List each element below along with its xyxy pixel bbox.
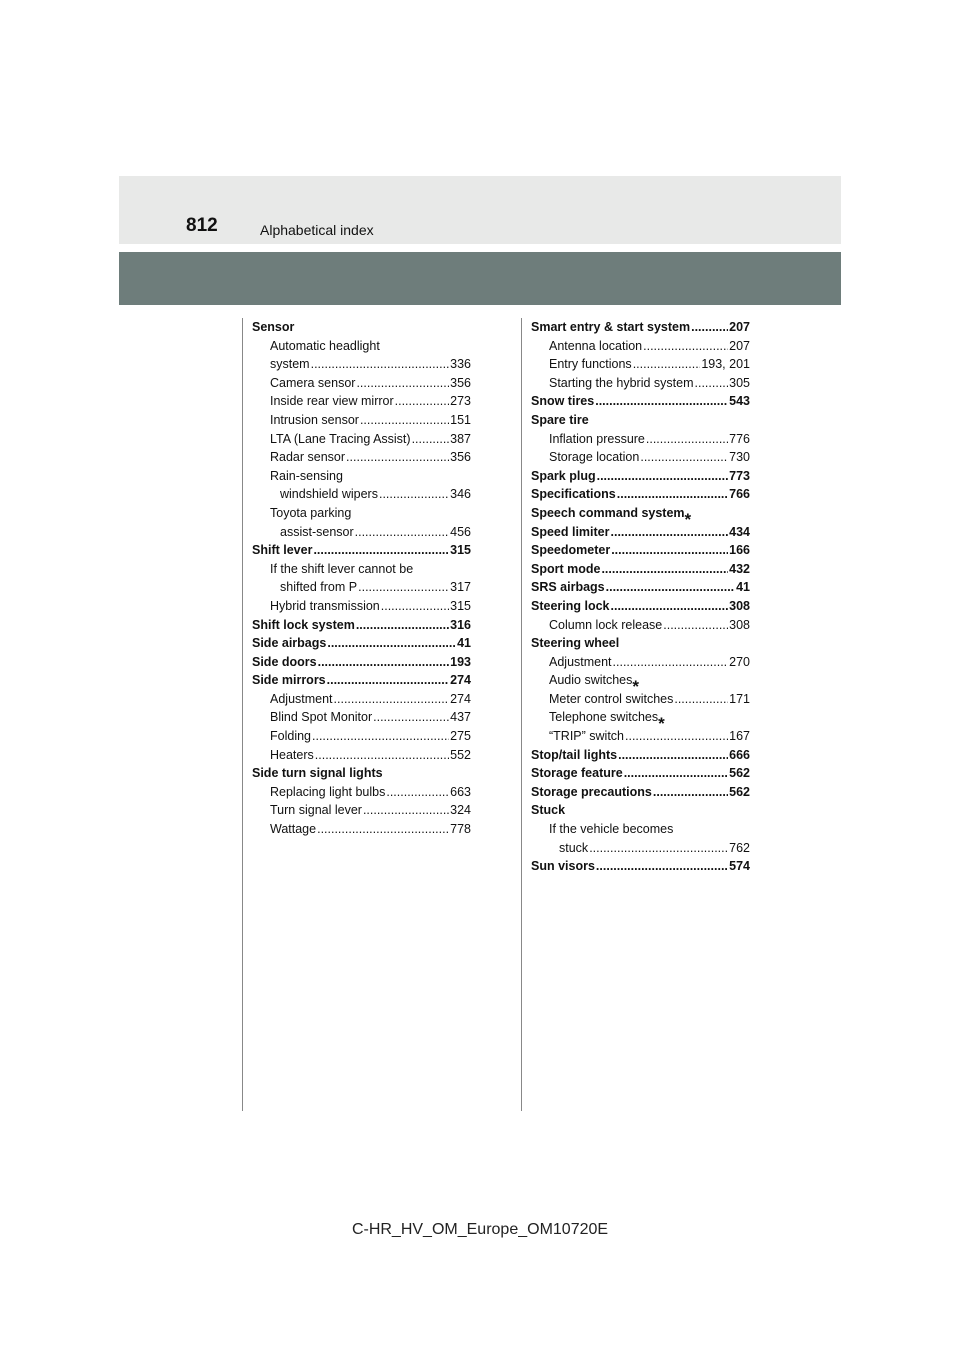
- entry-term: Camera sensor: [270, 375, 356, 390]
- index-entry: [252, 820, 471, 839]
- dot-leader: [358, 578, 449, 597]
- entry-term: Storage feature: [531, 766, 623, 781]
- entry-term: Shift lever: [252, 543, 313, 558]
- entry-term: Shift lock system: [252, 617, 355, 632]
- page-ref[interactable]: 324: [450, 803, 471, 818]
- entry-term: windshield wipers: [280, 487, 378, 502]
- page-ref[interactable]: 387: [450, 431, 471, 446]
- dot-leader: [386, 783, 449, 802]
- page-ref[interactable]: 308: [729, 598, 750, 613]
- dot-leader: [618, 746, 728, 765]
- index-entry: [531, 653, 750, 672]
- page-ref[interactable]: 41: [736, 580, 750, 595]
- index-entry: [252, 597, 471, 616]
- page-ref[interactable]: 778: [450, 822, 471, 837]
- entry-term: Telephone switches: [549, 710, 659, 725]
- page-ref[interactable]: 207: [729, 338, 750, 353]
- index-entry: [252, 578, 471, 597]
- entry-term: Spark plug: [531, 468, 596, 483]
- page-ref[interactable]: 305: [729, 375, 750, 390]
- entry-term: Adjustment: [549, 654, 612, 669]
- index-entry: [252, 430, 471, 449]
- entry-term: Speedometer: [531, 543, 611, 558]
- entry-term: Speech command system: [531, 505, 685, 520]
- page-ref[interactable]: 766: [729, 487, 750, 502]
- index-entry: [252, 355, 471, 374]
- entry-term: Inside rear view mirror: [270, 394, 394, 409]
- index-entry: Audio switches *: [549, 673, 639, 696]
- index-entry: [531, 523, 750, 542]
- index-entry: [531, 801, 750, 820]
- entry-term: Heaters: [270, 747, 314, 762]
- entry-term: Side doors: [252, 654, 317, 669]
- page-ref[interactable]: 336: [450, 357, 471, 372]
- entry-term: Adjustment: [270, 691, 333, 706]
- index-entry: [531, 392, 750, 411]
- page-ref[interactable]: 193: [450, 654, 471, 669]
- header-bar: [119, 252, 841, 305]
- dot-leader: [356, 616, 449, 635]
- index-entry: [531, 839, 750, 858]
- index-entry: [531, 448, 750, 467]
- entry-term: Antenna location: [549, 338, 643, 353]
- index-entry: [531, 430, 750, 449]
- page-ref[interactable]: 773: [729, 468, 750, 483]
- dot-leader: [315, 746, 449, 765]
- index-entry: [531, 318, 750, 337]
- dot-leader: [327, 671, 450, 690]
- entry-term: Starting the hybrid system: [549, 375, 694, 390]
- index-entry: [252, 485, 471, 504]
- page-ref[interactable]: 574: [729, 859, 750, 874]
- entry-term: If the shift lever cannot be: [270, 561, 414, 576]
- page-ref[interactable]: 41: [457, 636, 471, 651]
- page-ref[interactable]: 543: [729, 394, 750, 409]
- page-ref[interactable]: 308: [729, 617, 750, 632]
- index-entry: [252, 467, 471, 486]
- page-ref[interactable]: 273: [450, 394, 471, 409]
- dot-leader: [379, 485, 449, 504]
- dot-leader: [597, 467, 729, 486]
- dot-leader: [613, 653, 729, 672]
- entry-term: Side mirrors: [252, 673, 326, 688]
- entry-term: stuck: [559, 840, 589, 855]
- entry-term: Turn signal lever: [270, 803, 362, 818]
- entry-term: LTA (Lane Tracing Assist): [270, 431, 411, 446]
- index-entry: [252, 523, 471, 542]
- page-ref[interactable]: 776: [729, 431, 750, 446]
- page-ref[interactable]: 437: [450, 710, 471, 725]
- page-ref[interactable]: 730: [729, 450, 750, 465]
- dot-leader: [611, 597, 729, 616]
- dot-leader: [595, 392, 728, 411]
- entry-term: Storage location: [549, 450, 640, 465]
- dot-leader: [363, 801, 449, 820]
- index-entry: [252, 392, 471, 411]
- entry-term: Automatic headlight: [270, 338, 380, 353]
- entry-term: Steering wheel: [531, 636, 620, 651]
- index-entry: [252, 504, 471, 523]
- dot-leader: [601, 560, 728, 579]
- page-ref[interactable]: 317: [450, 580, 471, 595]
- index-entry: [531, 467, 750, 486]
- entry-term: Column lock release: [549, 617, 663, 632]
- entry-term: Wattage: [270, 822, 317, 837]
- entry-term: Blind Spot Monitor: [270, 710, 373, 725]
- index-entry: [252, 690, 471, 709]
- column-rule-middle: [521, 318, 522, 1111]
- page-ref[interactable]: 552: [450, 747, 471, 762]
- entry-term: system: [270, 357, 310, 372]
- entry-term: Audio switches: [549, 673, 633, 688]
- page-ref[interactable]: 666: [729, 747, 750, 762]
- entry-term: Specifications: [531, 487, 616, 502]
- page-ref[interactable]: 356: [450, 450, 471, 465]
- entry-term: Entry functions: [549, 357, 632, 372]
- index-entry: [531, 374, 750, 393]
- page-ref[interactable]: 193, 201: [701, 357, 750, 372]
- dot-leader: [617, 485, 728, 504]
- dot-leader: [611, 523, 729, 542]
- entry-term: SRS airbags: [531, 580, 605, 595]
- dot-leader: [356, 374, 449, 393]
- dot-leader: [674, 690, 728, 709]
- entry-term: Steering lock: [531, 598, 610, 613]
- dot-leader: [596, 857, 728, 876]
- index-entry: [531, 783, 750, 802]
- dot-leader: [633, 355, 701, 374]
- header-band: [119, 176, 841, 244]
- dot-leader: [334, 690, 450, 709]
- entry-term: Folding: [270, 729, 311, 744]
- page-ref[interactable]: 151: [450, 412, 471, 427]
- page-ref[interactable]: 356: [450, 375, 471, 390]
- dot-leader: [643, 337, 728, 356]
- entry-term: Stop/tail lights: [531, 747, 618, 762]
- dot-leader: [646, 430, 728, 449]
- index-entry: Telephone switches *: [549, 710, 665, 734]
- entry-term: Stuck: [531, 803, 566, 818]
- index-entry: [252, 708, 471, 727]
- entry-term: Speed limiter: [531, 524, 610, 539]
- dot-leader: [381, 597, 449, 616]
- dot-leader: [606, 578, 735, 597]
- entry-term: Replacing light bulbs: [270, 784, 386, 799]
- page-ref[interactable]: 274: [450, 673, 471, 688]
- index-entry: [531, 560, 750, 579]
- dot-leader: [691, 318, 728, 337]
- index-entry: [531, 578, 750, 597]
- index-entry: [252, 727, 471, 746]
- page-ref[interactable]: 663: [450, 784, 471, 799]
- page-ref[interactable]: 316: [450, 617, 471, 632]
- dot-leader: [653, 783, 728, 802]
- page-ref[interactable]: 346: [450, 487, 471, 502]
- page-ref[interactable]: 432: [729, 561, 750, 576]
- entry-term: Intrusion sensor: [270, 412, 359, 427]
- entry-term: Sport mode: [531, 561, 601, 576]
- index-entry: [252, 634, 471, 653]
- index-entry: [531, 746, 750, 765]
- index-entry: [531, 820, 750, 839]
- entry-term: Radar sensor: [270, 450, 346, 465]
- index-entry: [252, 783, 471, 802]
- dot-leader: [373, 708, 449, 727]
- dot-leader: [611, 541, 728, 560]
- index-entry: Speech command system *: [531, 505, 692, 529]
- index-entry: [252, 448, 471, 467]
- page-number: 812: [186, 215, 218, 236]
- index-entry: [252, 671, 471, 690]
- document-id: C-HR_HV_OM_Europe_OM10720E: [351, 1221, 609, 1238]
- index-entry: [531, 634, 750, 653]
- dot-leader: [663, 616, 728, 635]
- index-entry: [531, 764, 750, 783]
- index-entry: [531, 337, 750, 356]
- page-ref[interactable]: 274: [450, 691, 471, 706]
- page-ref[interactable]: 171: [729, 691, 750, 706]
- index-entry: [531, 616, 750, 635]
- entry-term: Spare tire: [531, 412, 589, 427]
- index-entry: [531, 485, 750, 504]
- page-ref[interactable]: 166: [729, 543, 750, 558]
- index-entry: [252, 764, 471, 783]
- index-entry: [531, 597, 750, 616]
- entry-term: Inflation pressure: [549, 431, 645, 446]
- dot-leader: [311, 355, 450, 374]
- index-entry: [531, 690, 750, 709]
- dot-leader: [395, 392, 450, 411]
- dot-leader: [412, 430, 450, 449]
- entry-term: Sun visors: [531, 859, 595, 874]
- page-ref[interactable]: 275: [450, 729, 471, 744]
- index-entry: [252, 616, 471, 635]
- entry-term: “TRIP” switch: [549, 729, 624, 744]
- dot-leader: [625, 727, 728, 746]
- entry-term: Snow tires: [531, 394, 595, 409]
- dot-leader: [695, 374, 729, 393]
- page-ref[interactable]: 167: [729, 729, 750, 744]
- entry-term: Smart entry & start system: [531, 320, 691, 334]
- index-column-left: [252, 318, 471, 839]
- entry-term: Side airbags: [252, 636, 327, 651]
- page-ref[interactable]: 762: [729, 840, 750, 855]
- index-entry: [252, 653, 471, 672]
- entry-term: If the vehicle becomes: [549, 822, 674, 837]
- section-title: Alphabetical index: [260, 222, 374, 238]
- index-entry: [252, 560, 471, 579]
- dot-leader: [318, 653, 450, 672]
- entry-term: Toyota parking: [270, 505, 352, 520]
- dot-leader: [624, 764, 728, 783]
- dot-leader: [346, 448, 449, 467]
- index-entry: [531, 355, 750, 374]
- entry-term: shifted from P: [280, 580, 358, 595]
- entry-term: assist-sensor: [280, 524, 354, 539]
- entry-term: Rain-sensing: [270, 468, 343, 483]
- dot-leader: [327, 634, 456, 653]
- index-entry: [252, 541, 471, 560]
- page-ref[interactable]: 562: [729, 766, 750, 781]
- dot-leader: [360, 411, 449, 430]
- entry-term: Hybrid transmission: [270, 598, 380, 613]
- index-entry: [252, 411, 471, 430]
- dot-leader: [589, 839, 728, 858]
- index-entry: [531, 541, 750, 560]
- index-entry: [531, 857, 750, 876]
- dot-leader: [313, 541, 449, 560]
- index-entry: [252, 801, 471, 820]
- page-ref[interactable]: 562: [729, 784, 750, 799]
- page-ref[interactable]: 315: [450, 543, 471, 558]
- page-ref[interactable]: 456: [450, 524, 471, 539]
- index-entry: [531, 727, 750, 746]
- index-entry: [252, 374, 471, 393]
- page-ref[interactable]: 207: [729, 320, 750, 334]
- page-ref[interactable]: 315: [450, 598, 471, 613]
- dot-leader: [355, 523, 450, 542]
- page-ref[interactable]: 270: [729, 654, 750, 669]
- page-ref[interactable]: 434: [729, 524, 750, 539]
- entry-term: Storage precautions: [531, 784, 652, 799]
- index-entry: [252, 746, 471, 765]
- index-entry: [252, 337, 471, 356]
- index-entry: [531, 411, 750, 430]
- column-rule-left: [242, 318, 243, 1111]
- dot-leader: [640, 448, 728, 467]
- entry-term: Sensor: [252, 320, 295, 334]
- entry-term: Meter control switches: [549, 691, 674, 706]
- index-column-right: [531, 318, 750, 876]
- dot-leader: [317, 820, 449, 839]
- entry-term: Side turn signal lights: [252, 766, 383, 781]
- index-entry: [252, 318, 471, 337]
- dot-leader: [312, 727, 449, 746]
